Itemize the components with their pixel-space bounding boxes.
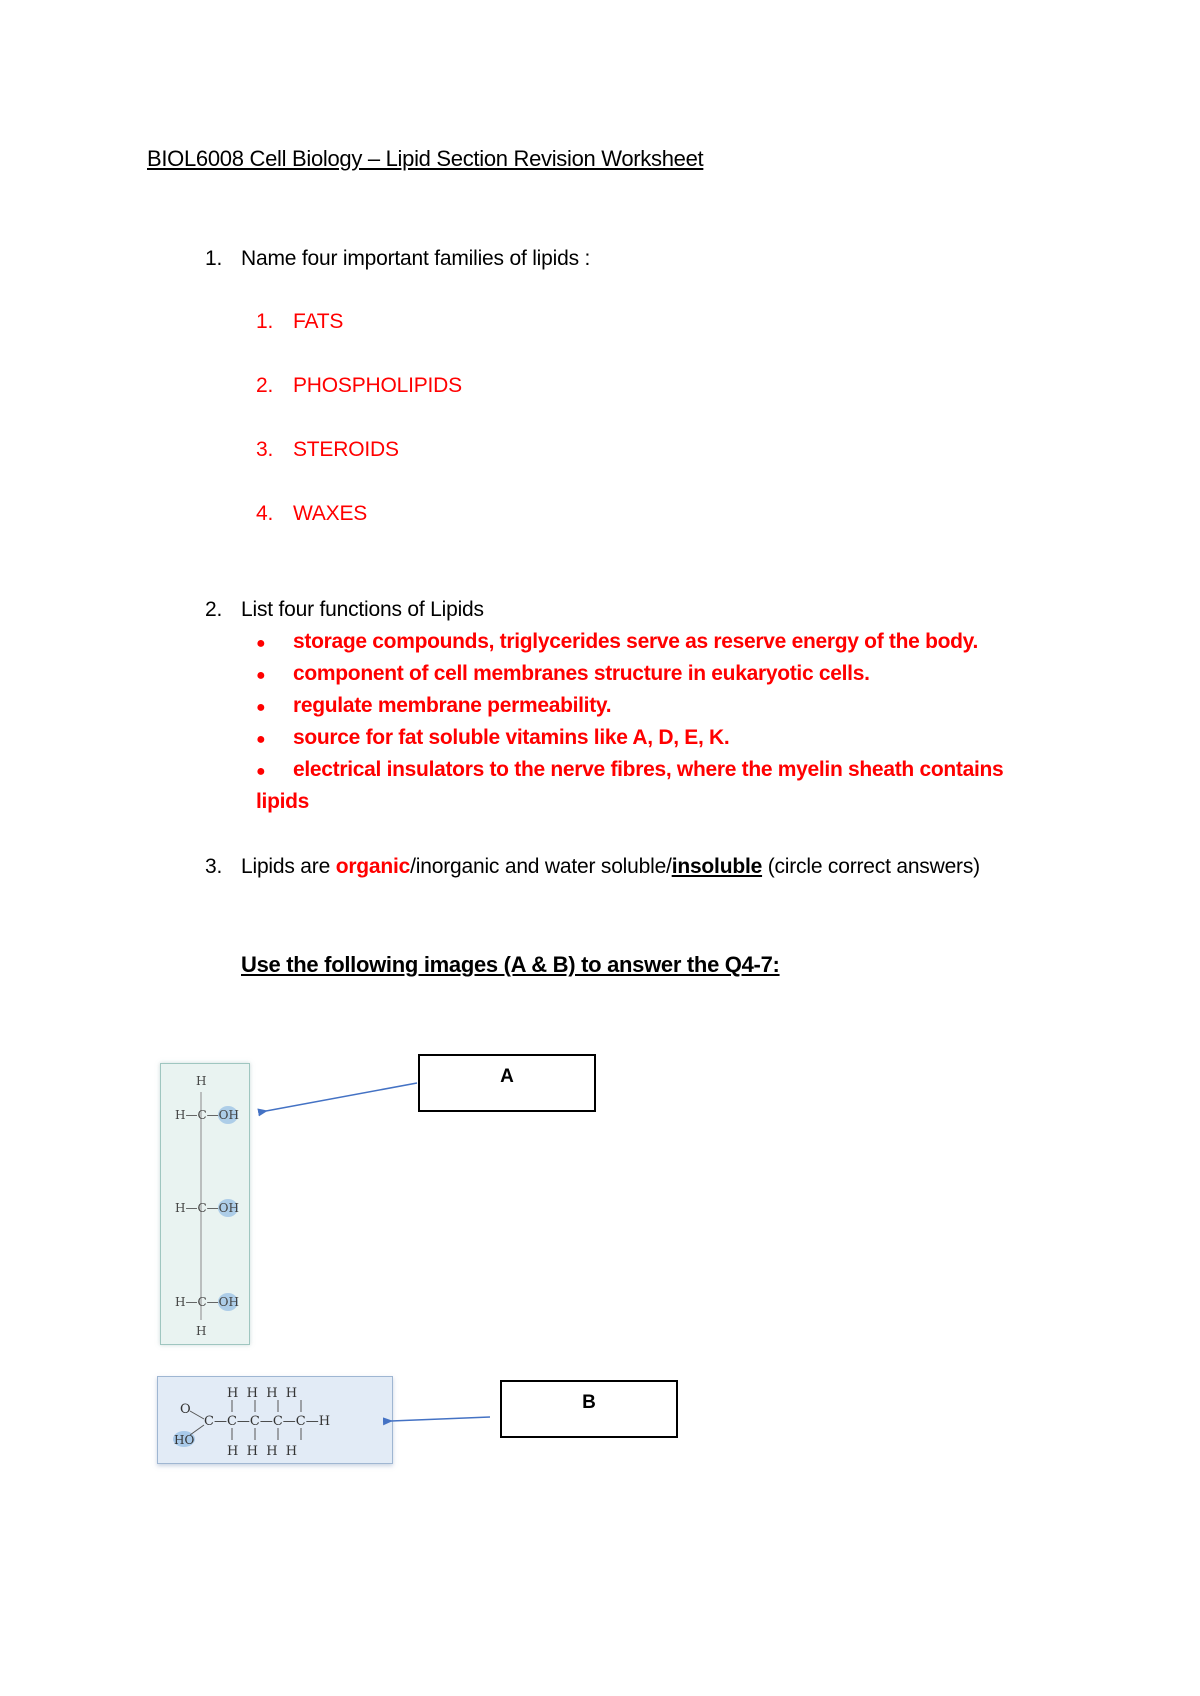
- fatty-acid-h-top: H H H H: [227, 1386, 298, 1401]
- answer-number: 2.: [256, 374, 274, 397]
- arrow-a: [266, 1083, 417, 1111]
- glycerol-h-top: H: [196, 1074, 207, 1088]
- answer-4: [256, 502, 367, 526]
- function-bullet-1: [256, 630, 978, 654]
- glycerol-row-3: H—C—OH: [175, 1295, 239, 1309]
- bullet-icon: ●: [256, 667, 266, 684]
- bullet-text: source for fat soluble vitamins like A, D, E, K.: [293, 726, 730, 749]
- question-2-text: List four functions of Lipids: [241, 598, 484, 621]
- glycerol-structure-diagram: [161, 1064, 251, 1346]
- answer-text: PHOSPHOLIPIDS: [293, 374, 462, 397]
- fatty-acid-structure-image: [157, 1376, 393, 1464]
- answer-number: 4.: [256, 502, 274, 525]
- fatty-acid-h-bottom: H H H H: [227, 1444, 298, 1459]
- glycerol-row-2: H—C—OH: [175, 1201, 239, 1215]
- question-3-middle: /inorganic and water soluble/: [410, 855, 672, 878]
- fatty-acid-hydroxyl: HO: [174, 1433, 195, 1447]
- question-1: [205, 247, 590, 271]
- fatty-acid-chain: C—C—C—C—C—H: [204, 1414, 331, 1429]
- question-3: [205, 855, 980, 879]
- question-1-text: Name four important families of lipids :: [241, 247, 591, 270]
- question-3-prefix: Lipids are: [241, 855, 336, 878]
- question-1-number: 1.: [205, 247, 223, 270]
- bullet-text: regulate membrane permeability.: [293, 694, 612, 717]
- images-instruction: Use the following images (A & B) to answer the Q4-7:: [241, 952, 780, 977]
- answer-text: STEROIDS: [293, 438, 399, 461]
- question-2: [205, 598, 484, 622]
- question-3-number: 3.: [205, 855, 223, 878]
- arrow-b: [391, 1417, 490, 1421]
- function-bullet-2: [256, 662, 870, 686]
- function-bullet-5-continuation: lipids: [256, 790, 310, 813]
- answer-3: [256, 438, 399, 462]
- question-2-number: 2.: [205, 598, 223, 621]
- label-box-a[interactable]: A: [418, 1054, 596, 1112]
- bullet-text: storage compounds, triglycerides serve as reserve energy of the body.: [293, 630, 979, 653]
- question-3-suffix: (circle correct answers): [762, 855, 980, 878]
- worksheet-title: BIOL6008 Cell Biology – Lipid Section Revision Worksheet: [147, 146, 704, 171]
- answer-2: [256, 374, 462, 398]
- function-bullet-4: [256, 726, 729, 750]
- answer-1: [256, 310, 343, 334]
- bullet-icon: ●: [256, 763, 266, 780]
- answer-insoluble: insoluble: [671, 855, 763, 878]
- bullet-text: component of cell membranes structure in eukaryotic cells.: [293, 662, 870, 685]
- bullet-icon: ●: [256, 699, 266, 716]
- fatty-acid-structure-diagram: [158, 1377, 394, 1465]
- fatty-acid-oxygen: O: [180, 1402, 191, 1417]
- answer-text: FATS: [293, 310, 344, 333]
- answer-number: 1.: [256, 310, 274, 333]
- bullet-icon: ●: [256, 635, 266, 652]
- glycerol-h-bottom: H: [196, 1324, 207, 1338]
- bullet-text: electrical insulators to the nerve fibres, where the myelin sheath contains: [293, 758, 1004, 781]
- label-box-b[interactable]: B: [500, 1380, 678, 1438]
- answer-number: 3.: [256, 438, 274, 461]
- glycerol-row-1: H—C—OH: [175, 1108, 239, 1122]
- function-bullet-3: [256, 694, 611, 718]
- answer-text: WAXES: [293, 502, 368, 525]
- bullet-icon: ●: [256, 731, 266, 748]
- function-bullet-5: [256, 758, 1003, 782]
- answer-organic: organic: [335, 855, 411, 878]
- glycerol-structure-image: [160, 1063, 250, 1345]
